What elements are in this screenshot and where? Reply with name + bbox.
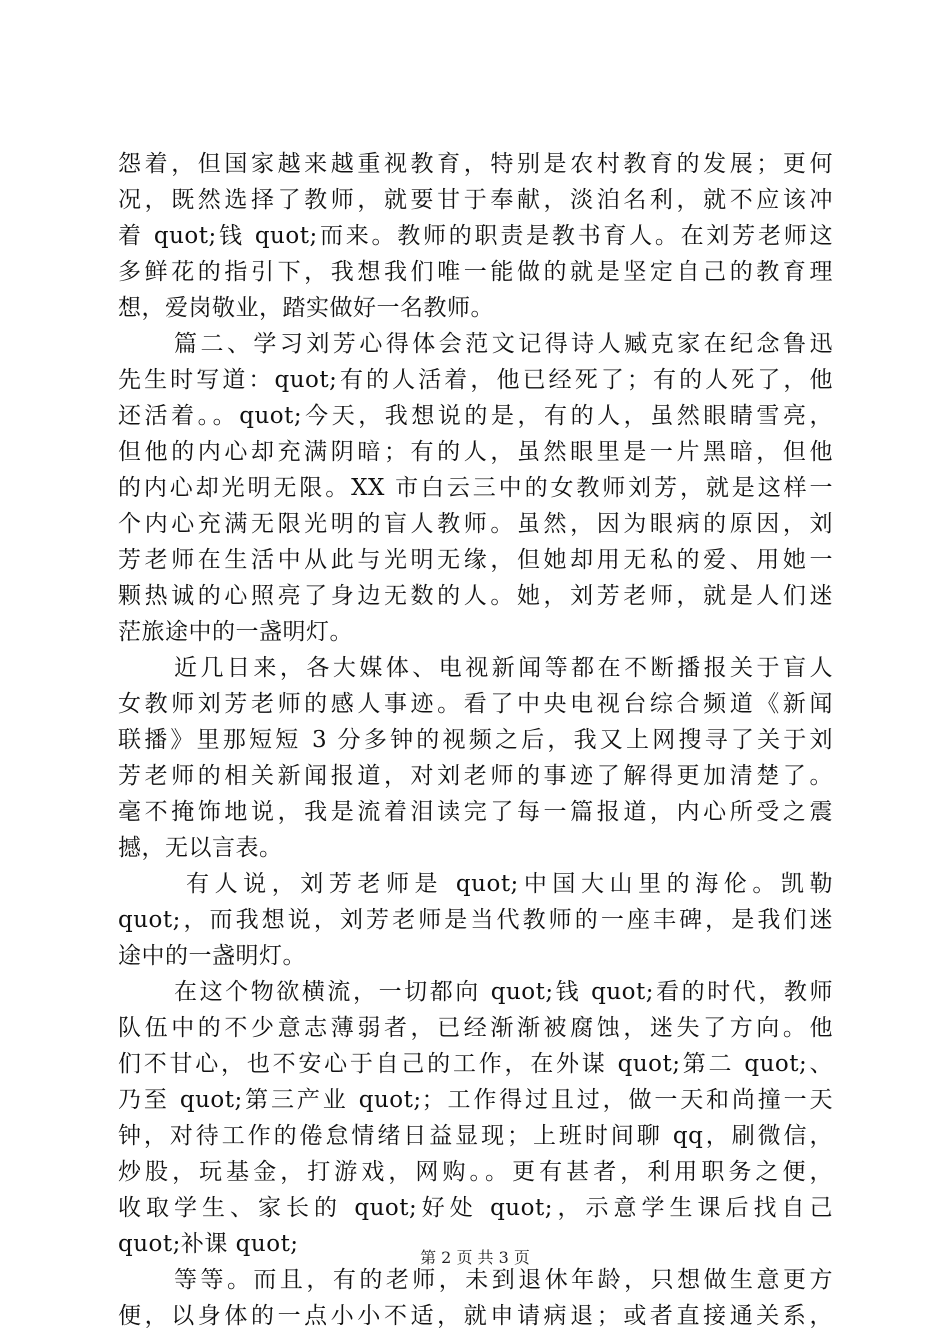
text-line: 收取学生、家长的 quot;好处 quot;，示意学生课后找自己: [118, 1195, 833, 1221]
text-line: 撼，无以言表。: [118, 835, 283, 861]
text-line: 的内心却光明无限。XX 市白云三中的女教师刘芳，就是这样一: [118, 475, 833, 501]
text-line: 篇二、学习刘芳心得体会范文记得诗人臧克家在纪念鲁迅: [174, 331, 833, 357]
text-line: 芳老师的相关新闻报道，对刘老师的事迹了解得更加清楚了。: [118, 763, 833, 789]
text-line: quot;补课 quot;: [118, 1231, 299, 1257]
text-line: 女教师刘芳老师的感人事迹。看了中央电视台综合频道《新闻: [118, 691, 833, 717]
text-line: 钟，对待工作的倦怠情绪日益显现；上班时间聊 qq，刷微信，: [118, 1123, 833, 1149]
text-line: 芳老师在生活中从此与光明无缘，但她却用无私的爱、用她一: [118, 547, 833, 573]
text-line: 想，爱岗敬业，踏实做好一名教师。: [118, 295, 494, 321]
text-line: 联播》里那短短 3 分多钟的视频之后，我又上网搜寻了关于刘: [118, 727, 833, 753]
text-line: 先生时写道：quot;有的人活着，他已经死了；有的人死了，他: [118, 367, 833, 393]
text-line: 队伍中的不少意志薄弱者，已经渐渐被腐蚀，迷失了方向。他: [118, 1015, 833, 1041]
text-line: 们不甘心，也不安心于自己的工作，在外谋 quot;第二 quot;、: [118, 1051, 833, 1077]
text-line: 有人说，刘芳老师是 quot;中国大山里的海伦。凯勒: [186, 871, 833, 897]
text-line: 途中的一盏明灯。: [118, 943, 306, 969]
text-line: 颗热诚的心照亮了身边无数的人。她，刘芳老师，就是人们迷: [118, 583, 833, 609]
text-line: 在这个物欲横流，一切都向 quot;钱 quot;看的时代，教师: [174, 979, 833, 1005]
text-line: 着 quot;钱 quot;而来。教师的职责是教书育人。在刘芳老师这: [118, 223, 833, 249]
text-line: 但他的内心却充满阴暗；有的人，虽然眼里是一片黑暗，但他: [118, 439, 833, 465]
text-line: 近几日来，各大媒体、电视新闻等都在不断播报关于盲人: [174, 655, 833, 681]
text-line: 毫不掩饰地说，我是流着泪读完了每一篇报道，内心所受之震: [118, 799, 833, 825]
page-footer: 第 2 页 共 3 页: [420, 1248, 530, 1267]
text-line: 茫旅途中的一盏明灯。: [118, 619, 353, 645]
text-line: 炒股，玩基金，打游戏，网购。。更有甚者，利用职务之便，: [118, 1159, 833, 1185]
text-line: 等等。而且，有的老师，未到退休年龄，只想做生意更方: [174, 1267, 833, 1293]
text-line: 乃至 quot;第三产业 quot;；工作得过且过，做一天和尚撞一天: [118, 1087, 833, 1113]
text-line: quot;，而我想说，刘芳老师是当代教师的一座丰碑，是我们迷: [118, 907, 833, 933]
text-line: 怨着，但国家越来越重视教育，特别是农村教育的发展；更何: [118, 151, 833, 177]
text-line: 况，既然选择了教师，就要甘于奉献，淡泊名利，就不应该冲: [118, 187, 833, 213]
text-line: 多鲜花的指引下，我想我们唯一能做的就是坚定自己的教育理: [118, 259, 833, 285]
document-body: [118, 146, 833, 1334]
text-line: 个内心充满无限光明的盲人教师。虽然，因为眼病的原因，刘: [118, 511, 833, 537]
text-line: 便，以身体的一点小小不适，就申请病退；或者直接通关系，: [118, 1303, 833, 1329]
text-line: 还活着。。quot;今天，我想说的是，有的人，虽然眼睛雪亮，: [118, 403, 833, 429]
